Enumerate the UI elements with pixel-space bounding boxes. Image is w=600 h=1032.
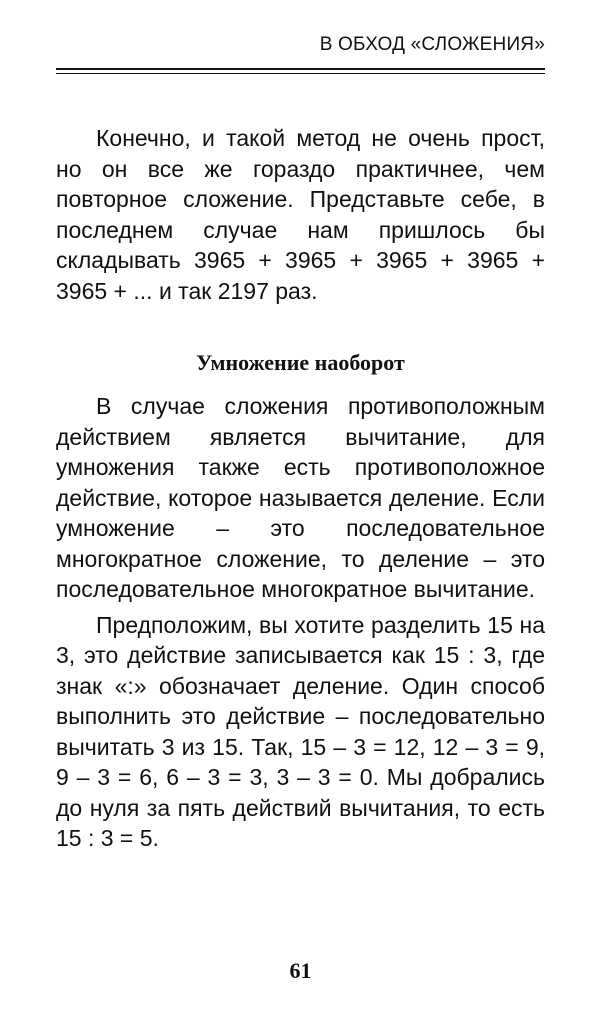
page-number: 61 xyxy=(289,958,312,983)
intro-paragraph: Конечно, и такой метод не очень прост, но он все же гораздо практичнее, чем повторное сложение. Представьте себе, в последнем случае нам пришлось бы складывать 3965 + 3965 + 3965 + 3965 + 3965 + ... и так 2197 раз. xyxy=(56,125,545,304)
section-text-block xyxy=(56,391,545,854)
header-rule-thick xyxy=(56,68,545,70)
section-paragraph-1: В случае сложения противоположным действием является вычитание, для умножения также есть противоположное действие, которое называется деление. Если умножение – это последовательное многократное сложение, то деление – это последовательное многократное вычитание. xyxy=(56,393,545,602)
section-heading: Умножение наоборот xyxy=(196,350,405,375)
header-rule-thin xyxy=(56,73,545,74)
section-paragraph-2: Предположим, вы хотите разделить 15 на 3, это действие записывается как 15 : 3, где знак «:» обозначает деление. Один способ выполнить это действие – последовательно вычитать 3 из 15. Так, 15 – 3 = 12, 12 – 3 = 9, 9 – 3 = 6, 6 – 3 = 3, 3 – 3 = 0. Мы добрались до нуля за пять действий вычитания, то есть 15 : 3 = 5. xyxy=(56,611,545,851)
running-header-title: В ОБХОД «СЛОЖЕНИЯ» xyxy=(319,34,545,55)
intro-text-block xyxy=(56,123,545,306)
